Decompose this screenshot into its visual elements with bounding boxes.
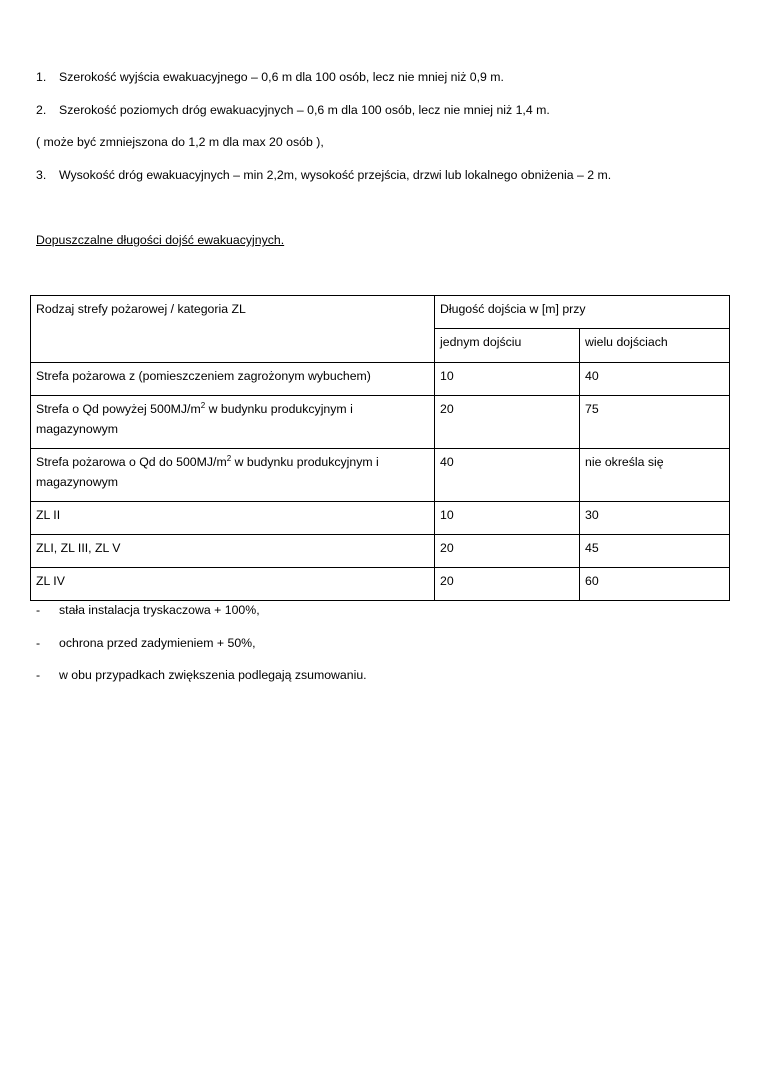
requirement-text: Szerokość poziomych dróg ewakuacyjnych – 0,6 m dla 100 osób, lecz nie mniej niż 1,4 m. (59, 103, 550, 117)
row-single-value: 10 (435, 502, 580, 535)
note-item (36, 635, 256, 651)
section-heading: Dopuszczalne długości dojść ewakuacyjnych. (36, 233, 285, 247)
header-distance-group: Długość dojścia w [m] przy (435, 296, 730, 329)
table-row (31, 535, 730, 568)
requirement-number: 1. (36, 70, 47, 84)
row-label-text: Strefa o Qd powyżej 500MJ/m (36, 402, 201, 416)
row-label (31, 449, 435, 502)
row-multiple-value: 45 (580, 535, 730, 568)
table-header-row (31, 296, 730, 329)
requirement-3 (36, 167, 611, 183)
row-multiple-value: 60 (580, 568, 730, 601)
note-text: stała instalacja tryskaczowa + 100%, (59, 603, 260, 617)
evacuation-distance-table (30, 295, 730, 601)
note-marker: - (36, 603, 41, 617)
note-marker: - (36, 636, 41, 650)
row-label: ZL IV (31, 568, 435, 601)
note-item (36, 667, 367, 683)
row-single-value: 40 (435, 449, 580, 502)
table-row (31, 449, 730, 502)
row-single-value: 20 (435, 396, 580, 449)
requirement-2 (36, 102, 550, 118)
requirement-number: 2. (36, 103, 47, 117)
row-label-text: w budynku produkcyjnym i magazynowym (36, 455, 379, 489)
superscript: 2 (200, 400, 206, 410)
requirement-text: Szerokość wyjścia ewakuacyjnego – 0,6 m dla 100 osób, lecz nie mniej niż 0,9 m. (59, 70, 504, 84)
row-single-value: 20 (435, 535, 580, 568)
table-row (31, 502, 730, 535)
note-item (36, 602, 260, 618)
row-multiple-value: nie określa się (580, 449, 730, 502)
requirement-1 (36, 69, 504, 85)
header-multiple-exits: wielu dojściach (580, 329, 730, 363)
note-text: w obu przypadkach zwiększenia podlegają zsumowaniu. (59, 668, 367, 682)
row-label-text: w budynku produkcyjnym i magazynowym (36, 402, 353, 436)
header-zone-category: Rodzaj strefy pożarowej / kategoria ZL (31, 296, 435, 363)
table-row (31, 568, 730, 601)
row-single-value: 10 (435, 363, 580, 396)
row-multiple-value: 40 (580, 363, 730, 396)
table-row (31, 396, 730, 449)
requirement-text: ( może być zmniejszona do 1,2 m dla max 20 osób ), (36, 135, 324, 149)
header-single-exit: jednym dojściu (435, 329, 580, 363)
note-marker: - (36, 668, 41, 682)
row-label: ZL II (31, 502, 435, 535)
row-label-text: Strefa pożarowa o Qd do 500MJ/m (36, 455, 227, 469)
note-text: ochrona przed zadymieniem + 50%, (59, 636, 256, 650)
row-label (31, 396, 435, 449)
superscript: 2 (226, 453, 232, 463)
requirement-number: 3. (36, 168, 47, 182)
requirement-text: Wysokość dróg ewakuacyjnych – min 2,2m, wysokość przejścia, drzwi lub lokalnego obniżenia – 2 m. (59, 168, 612, 182)
row-label: ZLI, ZL III, ZL V (31, 535, 435, 568)
table-row (31, 363, 730, 396)
row-multiple-value: 30 (580, 502, 730, 535)
row-label: Strefa pożarowa z (pomieszczeniem zagrożonym wybuchem) (31, 363, 435, 396)
row-single-value: 20 (435, 568, 580, 601)
requirement-2-note (36, 134, 324, 150)
row-multiple-value: 75 (580, 396, 730, 449)
